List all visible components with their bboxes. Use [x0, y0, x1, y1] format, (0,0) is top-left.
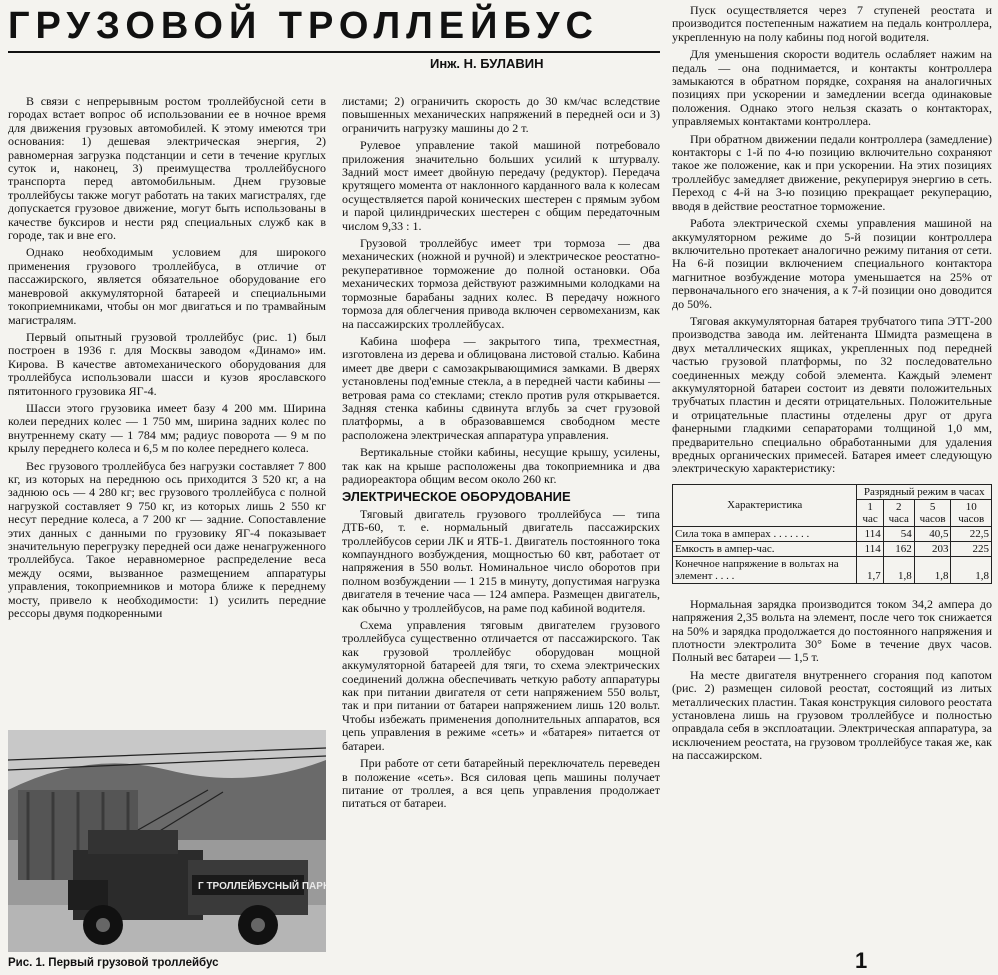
column-2: [342, 95, 660, 815]
table-cell: 40,5: [914, 526, 951, 541]
table-row-label: Емкость в ампер-час.: [673, 541, 857, 556]
paragraph: Нормальная зарядка производится током 34,2 ампера до напряжения 2,35 вольта на элемент, после чего ток снижается на 50% и зарядка продолжается до постоянного напряжения и плотности электролита 30° Боме в течение двух часов. Полный вес батареи — 1,5 т.: [672, 596, 992, 665]
table-row: [673, 526, 992, 541]
table-cell: 1,8: [951, 556, 992, 583]
table-cell: 22,5: [951, 526, 992, 541]
paragraph: Вертикальные стойки кабины, несущие крышу, усилены, так как на крыше расположены два токоприемника и два радиореактора общим весом около 260 кг.: [342, 445, 660, 486]
table-cell: 225: [951, 541, 992, 556]
table-row-label: Конечное напряжение в вольтах на элемент . . . .: [673, 556, 857, 583]
paragraph: листами; 2) ограничить скорость до 30 км/час вследствие повышенных механических напряжений в передней оси и 3) ограничить нагрузку машины до 2 т.: [342, 94, 660, 135]
table-cell: 114: [857, 541, 883, 556]
table-column-header: Характеристика: [673, 484, 857, 526]
table-group-header: Разрядный режим в часах: [857, 484, 992, 499]
column-3: [672, 4, 992, 767]
table-cell: 1,8: [914, 556, 951, 583]
trolleybus-photo-illustration: [8, 730, 326, 952]
paragraph: Кабина шофера — закрытого типа, трехместная, изготовлена из дерева и облицована листовой сталью. Кабина имеет две двери с самозакрывающимися замками. В дверях установлены под'емные стекла, а в передней части кабины — ветровая рама со стеклами; стекло против руля открывается. Задняя стенка кабины сдвинута вглубь за счет грузовой платформы, а в образовавшемся свободном месте расположена электрическая аппаратура управления.: [342, 333, 660, 442]
paragraph: Схема управления тяговым двигателем грузового троллейбуса существенно отличается от пассажирского. Так как грузовой троллейбус оборудован мощной аккумуляторной батареей для тяги, то схема электрических соединений должна обеспечивать четкую работу аппаратуры как при питании двигателя от сети напряжением 550 вольт, так и при питании от батареи напряжением лишь 120 вольт. Чтобы избежать применения дополнительных аппаратов, вся цепь управления в режиме «сеть» и «батарея» питается от батареи.: [342, 618, 660, 753]
table-cell: 1,7: [857, 556, 883, 583]
table-hour-header: 10 часов: [951, 499, 992, 526]
paragraph: Вес грузового троллейбуса без нагрузки составляет 7 800 кг, из которых на переднюю ось приходится 3 520 кг, а на заднюю ось — 4 280 кг; вес грузового троллейбуса с полной нагрузкой составляет 9 750 кг, из которых лишь 2 550 кг несут передние колеса, а 7 200 кг — задние. Сопоставление этих данных с данными по грузовику ЯГ-4 показывает значительную перегрузку передней оси даже ненагруженного троллейбуса. Такое неравномерное распределение веса между осями, вызванное размещением аппаратуры управления, токоприемников и мотора ближе к переднему мосту, привело к необходимости: 1) усилить передние рессоры двумя подкоренными: [8, 458, 326, 621]
section-heading: ЭЛЕКТРИЧЕСКОЕ ОБОРУДОВАНИЕ: [342, 489, 571, 505]
table-row-label: Сила тока в амперах . . . . . . .: [673, 526, 857, 541]
page-number: 1: [855, 948, 868, 973]
paragraph: Пуск осуществляется через 7 ступеней реостата и производится постепенным нажатием на педаль контроллера, укрепленную на полу кабины под ногой водителя.: [672, 3, 992, 44]
paragraph: Работа электрической схемы управления машиной на аккумуляторном режиме до 5-й позиции контроллера включительно протекает аналогично режиму питания от сети. На 6-й позиции включением специального контактора магнитное возбуждение мотора уменьшается на 25% от первоначального его значения, а к 7-й позиции оно доводится до 50%.: [672, 216, 992, 311]
table-cell: 203: [914, 541, 951, 556]
table-cell: 114: [857, 526, 883, 541]
paragraph: Однако необходимым условием для широкого применения грузового троллейбуса, в отличие от пассажирского, является обязательное оборудование его маневровой аккумуляторной батареей и специальными токоприемниками, чтобы он мог двигаться и по трамвайным магистралям.: [8, 245, 326, 327]
article-author: Инж. Н. БУЛАВИН: [430, 56, 544, 71]
title-rule: [8, 51, 660, 53]
battery-characteristics-table: [672, 484, 992, 584]
paragraph: В связи с непрерывным ростом троллейбусной сети в городах встает вопрос об использовании ее в ночное время для движения грузовых автомобилей. К этому имеются три основания: 1) дешевая электрическая энергия, 2) равномерная загрузка подстанции и сети в течение круглых суток и, наконец, 3) преимущества троллейбусного транспорта перед автомобильным. Днем грузовые троллейбусы также могут работать на таких магистралях, где допускается грузовое движение, могут быть использованы в качестве буксиров и нести ряд специальных служб как в городе, так и вне его.: [8, 94, 326, 243]
paragraph: На месте двигателя внутреннего сгорания под капотом (рис. 2) размещен силовой реостат, состоящий из литых металлических пластин. Такая конструкция силового реостата установлена лишь на грузовом троллейбусе и полностью оправдала себя в эксплоатации. Электрическая аппаратура, за исключением реостата, на грузовом троллейбусе такая же, как на пассажирском.: [672, 667, 992, 763]
paragraph: Рулевое управление такой машиной потребовало приложения значительно больших усилий к штурвалу. Задний мост имеет двойную передачу (редуктор). Передача крутящего момента от наклонного карданного вала к колесам осуществляется парой конических шестерен с прямым зубом и парой цилиндрических шестерен с общим передаточным числом 9,33 : 1.: [342, 138, 660, 233]
column-1: [8, 95, 326, 624]
paragraph: Первый опытный грузовой троллейбус (рис. 1) был построен в 1936 г. для Москвы заводом «Динамо» им. Кирова. В качестве автомеханического оборудования для троллейбуса использовали шасси и кузов ярославского пятитонного грузовика ЯГ-4.: [8, 329, 326, 398]
paragraph: При работе от сети батарейный переключатель переведен в положение «сеть». Вся силовая цепь машины получает питание от троллея, а вся цепь управления продолжает питаться от батареи.: [342, 756, 660, 811]
figure-1-caption: Рис. 1. Первый грузовой троллейбус: [8, 957, 219, 969]
table-cell: 54: [883, 526, 914, 541]
truck-sign-text: Г ТРОЛЛЕЙБУСНЫЙ ПАРК: [198, 881, 326, 892]
table-cell: 162: [883, 541, 914, 556]
table-hour-header: 2 часа: [883, 499, 914, 526]
article-title: ГРУЗОВОЙ ТРОЛЛЕЙБУС: [8, 5, 599, 47]
figure-1-photo: [8, 730, 326, 952]
paragraph: Тяговый двигатель грузового троллейбуса — типа ДТБ-60, т. е. нормальный двигатель пассажирских троллейбусов серии ЛК и ЯТБ-1. Двигатель постоянного тока компаундного возбуждения, мощностью 60 квт, работает от напряжения в 550 вольт. Номинальное число оборотов при полном возбуждении — 1 215 в минуту, допустимая нагрузка двигателя в течение часа — 124 ампера. Размещен двигатель, как обычно у троллейбусов, на раме под кабиной водителя.: [342, 506, 660, 615]
table-row: [673, 556, 992, 583]
table-hour-header: 1 час: [857, 499, 883, 526]
paragraph: Грузовой троллейбус имеет три тормоза — два механических (ножной и ручной) и электрическое реостатно-рекуперативное торможение до полной остановки. Оба механических тормоза действуют разжимными колодками на тормозные барабаны задних колес. В передачу ножного тормоза для облегчения привода включен сервомеханизм, как на пассажирских троллейбусах.: [342, 236, 660, 331]
table-cell: 1,8: [883, 556, 914, 583]
paragraph: Для уменьшения скорости водитель ослабляет нажим на педаль — она поднимается, и контакты контроллера замыкаются в обратном порядке, сохраняя на аналогичных позициях при ускорении и замедлении всегда одинаковые положения. Однако этого нельзя сказать о контакторах, управляемых контактами контроллера.: [672, 47, 992, 129]
table-row: [673, 541, 992, 556]
paragraph: При обратном движении педали контроллера (замедление) контакторы с 1-й по 4-ю позицию включительно сохраняют такое же положение, как и при ускорении. На этих позициях троллейбус замедляет движение, рекуперируя энергию в сеть. Переход с 4-й на 3-ю позицию прекращает рекуперацию, вводя в действие реостатное торможение.: [672, 131, 992, 213]
paragraph: Шасси этого грузовика имеет базу 4 200 мм. Ширина колеи передних колес — 1 750 мм, ширина задних колес по внутреннему скату — 1 784 мм; радиус поворота — 9 м по крылу переднего колеса и 6,5 м по колее переднего колеса.: [8, 400, 326, 456]
table-hour-header: 5 часов: [914, 499, 951, 526]
paragraph: Тяговая аккумуляторная батарея трубчатого типа ЭТТ-200 производства завода им. лейтенанта Шмидта размещена в двух металлических ящиках, укрепленных под передней частью грузовой платформы, по 32 последовательно соединенных между собой элемента. Каждый элемент аккумуляторной батареи состоит из девяти положительных трубчатых пластин и десяти отрицательных. Положительные и отрицательные пластины отделены друг от друга фанерными гладкими сепараторами толщиной 1,0 мм, предварительно специально обработанными для удаления вредных органических примесей. Батарея имеет следующую электрическую характеристику:: [672, 313, 992, 476]
